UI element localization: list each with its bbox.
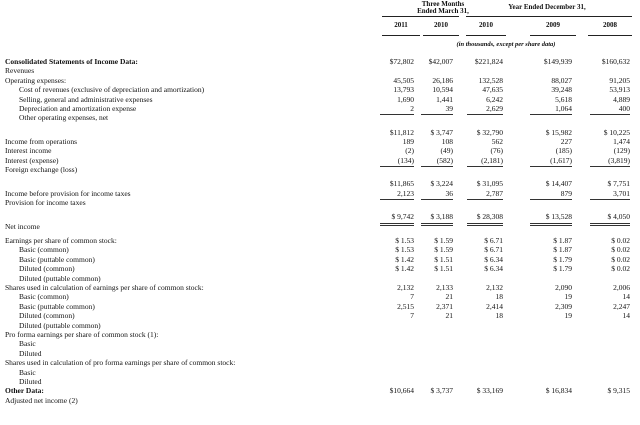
row-label: Basic (common)	[19, 292, 69, 302]
row-label: Consolidated Statements of Income Data:	[5, 57, 138, 66]
row-value: $ 6.71	[484, 236, 503, 245]
statement-row	[0, 396, 640, 406]
row-value: 21	[445, 292, 453, 302]
row-value: (76)	[490, 146, 503, 156]
row-value: 91,205	[609, 75, 630, 85]
row-value: $ 14,407	[545, 179, 572, 189]
row-value: $ 10,225	[603, 127, 630, 137]
row-value: $ 0.02	[611, 264, 630, 274]
row-value: 53,913	[609, 85, 630, 95]
row-value: 10,594	[432, 85, 453, 95]
col-header-2011: 2011	[394, 21, 408, 29]
row-value: 14	[622, 311, 630, 321]
row-value: $ 1.42	[395, 264, 414, 274]
row-label: Basic	[19, 339, 36, 349]
row-value: $ 7,751	[607, 179, 630, 189]
row-value: 189	[402, 137, 414, 146]
row-value: $11,812	[389, 127, 414, 137]
statement-row	[0, 165, 640, 175]
row-value: (2,181)	[481, 155, 503, 165]
row-value: $ 33,169	[476, 386, 503, 396]
row-value: 26,186	[432, 75, 453, 85]
row-value: 1,441	[436, 94, 453, 104]
row-value: 562	[491, 137, 503, 146]
row-value: $ 3,737	[430, 386, 453, 396]
row-label: Income from operations	[5, 137, 78, 146]
row-label: Shares used in calculation of pro forma earnings per share of common stock:	[5, 358, 236, 368]
row-value: 36	[445, 188, 453, 198]
header-three-months-line2: Ended March 31,	[417, 7, 469, 15]
row-value: $ 1.59	[434, 236, 453, 245]
row-value: $ 1.53	[395, 236, 414, 245]
row-label: Revenues	[5, 66, 35, 76]
row-value: $ 1.51	[434, 264, 453, 274]
row-value: 13,793	[393, 85, 414, 95]
row-value: $ 6.34	[484, 254, 503, 264]
row-label: Other operating expenses, net	[19, 113, 109, 123]
row-value: 1,690	[397, 94, 414, 104]
row-value: $ 6.71	[484, 245, 503, 255]
row-value: 18	[495, 311, 503, 321]
row-value: 108	[441, 137, 453, 146]
row-label: Diluted (puttable common)	[19, 273, 101, 283]
row-value: $ 13,528	[545, 212, 572, 222]
row-value: 21	[445, 311, 453, 321]
row-value: $ 0.02	[611, 254, 630, 264]
row-value: 47,635	[482, 85, 503, 95]
row-value: $ 1.87	[553, 236, 572, 245]
row-value: 18	[495, 292, 503, 302]
row-value: $ 31,095	[476, 179, 503, 189]
row-label: Diluted (common)	[19, 264, 75, 274]
row-value: 19	[564, 292, 572, 302]
row-value: 45,505	[393, 75, 414, 85]
row-label: Pro forma earnings per share of common stock (1):	[5, 330, 159, 339]
row-value: 4,889	[613, 94, 630, 104]
row-label: Foreign exchange (loss)	[5, 165, 78, 175]
row-value: $ 3,224	[430, 179, 453, 189]
units-note: (in thousands, except per share data)	[456, 41, 556, 48]
row-label: Basic (puttable common)	[19, 254, 95, 264]
row-value: 2,787	[486, 188, 503, 198]
row-value: $ 1.53	[395, 245, 414, 255]
row-value: 3,701	[613, 188, 630, 198]
row-value: $149,939	[543, 57, 572, 66]
row-value: (1,617)	[550, 155, 572, 165]
statement-row	[0, 198, 640, 208]
row-value: $ 28,308	[476, 212, 503, 222]
col-header-2010: 2010	[479, 21, 493, 29]
row-value: $ 1.51	[434, 254, 453, 264]
row-value: $160,632	[601, 57, 630, 66]
row-value: $ 32,790	[476, 127, 503, 137]
header-year-ended: Year Ended December 31,	[508, 3, 586, 11]
row-value: (49)	[440, 146, 453, 156]
row-value: (3,819)	[608, 155, 630, 165]
row-value: (185)	[555, 146, 572, 156]
row-value: $ 4,050	[607, 212, 630, 222]
row-value: $ 1.79	[553, 254, 572, 264]
row-value: 132,528	[478, 75, 503, 85]
row-value: $42,007	[428, 57, 453, 66]
row-value: $ 9,315	[607, 386, 630, 396]
row-label: Other Data:	[5, 386, 44, 396]
row-value: $ 1.59	[434, 245, 453, 255]
row-label: Cost of revenues (exclusive of depreciation and amortization)	[19, 85, 205, 95]
row-value: 2,371	[436, 301, 453, 311]
row-value: $ 15,982	[545, 127, 572, 137]
row-value: $ 1.42	[395, 254, 414, 264]
row-value: 19	[564, 311, 572, 321]
row-label: Diluted (common)	[19, 311, 75, 321]
row-value: $10,664	[389, 386, 414, 396]
row-value: 2,515	[397, 301, 414, 311]
row-value: 1,064	[555, 104, 572, 113]
row-value: $ 6.34	[484, 264, 503, 274]
row-value: 2,133	[436, 283, 453, 292]
row-value: 2,132	[397, 283, 414, 292]
row-value: $72,802	[389, 57, 414, 66]
row-label: Interest (expense)	[5, 155, 59, 165]
row-value: 879	[560, 188, 572, 198]
row-value: 2,414	[486, 301, 503, 311]
statement-row	[0, 113, 640, 123]
row-value: 7	[410, 292, 414, 302]
col-header-2008: 2008	[603, 21, 617, 29]
row-value: 88,027	[551, 75, 572, 85]
row-value: (2)	[405, 146, 414, 156]
row-value: 2,123	[397, 188, 414, 198]
row-value: 5,618	[555, 94, 572, 104]
row-value: $ 3,188	[430, 212, 453, 222]
row-value: 2,309	[555, 301, 572, 311]
row-value: 2,629	[486, 104, 503, 113]
row-value: 14	[622, 292, 630, 302]
row-label: Basic (puttable common)	[19, 301, 95, 311]
row-value: 2,006	[613, 283, 630, 292]
row-label: Income before provision for income taxes	[5, 188, 131, 198]
row-value: $ 3,747	[430, 127, 453, 137]
row-value: $ 0.02	[611, 236, 630, 245]
row-value: 39	[445, 104, 453, 113]
row-value: $ 0.02	[611, 245, 630, 255]
row-label: Diluted	[19, 377, 42, 386]
row-value: (129)	[613, 146, 630, 156]
row-value: 400	[618, 104, 630, 113]
statement-row	[0, 222, 640, 232]
row-label: Depreciation and amortization expense	[19, 104, 137, 113]
col-header-2009: 2009	[546, 21, 560, 29]
row-value: 2	[410, 104, 414, 113]
row-label: Provision for income taxes	[5, 198, 86, 208]
row-value: $ 1.87	[553, 245, 572, 255]
row-value: (134)	[397, 155, 414, 165]
row-value: 39,248	[551, 85, 572, 95]
row-label: Diluted (puttable common)	[19, 320, 101, 330]
row-value: $11,865	[389, 179, 414, 189]
row-label: Basic (common)	[19, 245, 69, 255]
row-label: Earnings per share of common stock:	[5, 236, 117, 245]
row-value: 227	[560, 137, 572, 146]
row-label: Shares used in calculation of earnings per share of common stock:	[5, 283, 204, 292]
row-value: $ 1.79	[553, 264, 572, 274]
header-three-months-line1: Three Months	[421, 0, 465, 8]
row-label: Selling, general and administrative expenses	[19, 94, 153, 104]
row-label: Interest income	[5, 146, 52, 156]
row-value: $ 16,834	[545, 386, 572, 396]
row-value: 2,090	[555, 283, 572, 292]
row-value: (582)	[436, 155, 453, 165]
row-label: Operating expenses:	[5, 75, 67, 85]
row-label: Diluted	[19, 348, 42, 358]
row-value: 6,242	[486, 94, 503, 104]
row-label: Net income	[5, 221, 40, 231]
row-value: $ 9,742	[391, 212, 414, 222]
row-value: $221,824	[474, 57, 503, 66]
row-value: 7	[410, 311, 414, 321]
row-label: Basic	[19, 367, 36, 377]
row-label: Adjusted net income (2)	[5, 395, 78, 405]
row-value: 2,247	[613, 301, 630, 311]
row-value: 2,132	[486, 283, 503, 292]
row-value: 1,474	[613, 137, 630, 146]
col-header-2010-q: 2010	[434, 21, 448, 29]
